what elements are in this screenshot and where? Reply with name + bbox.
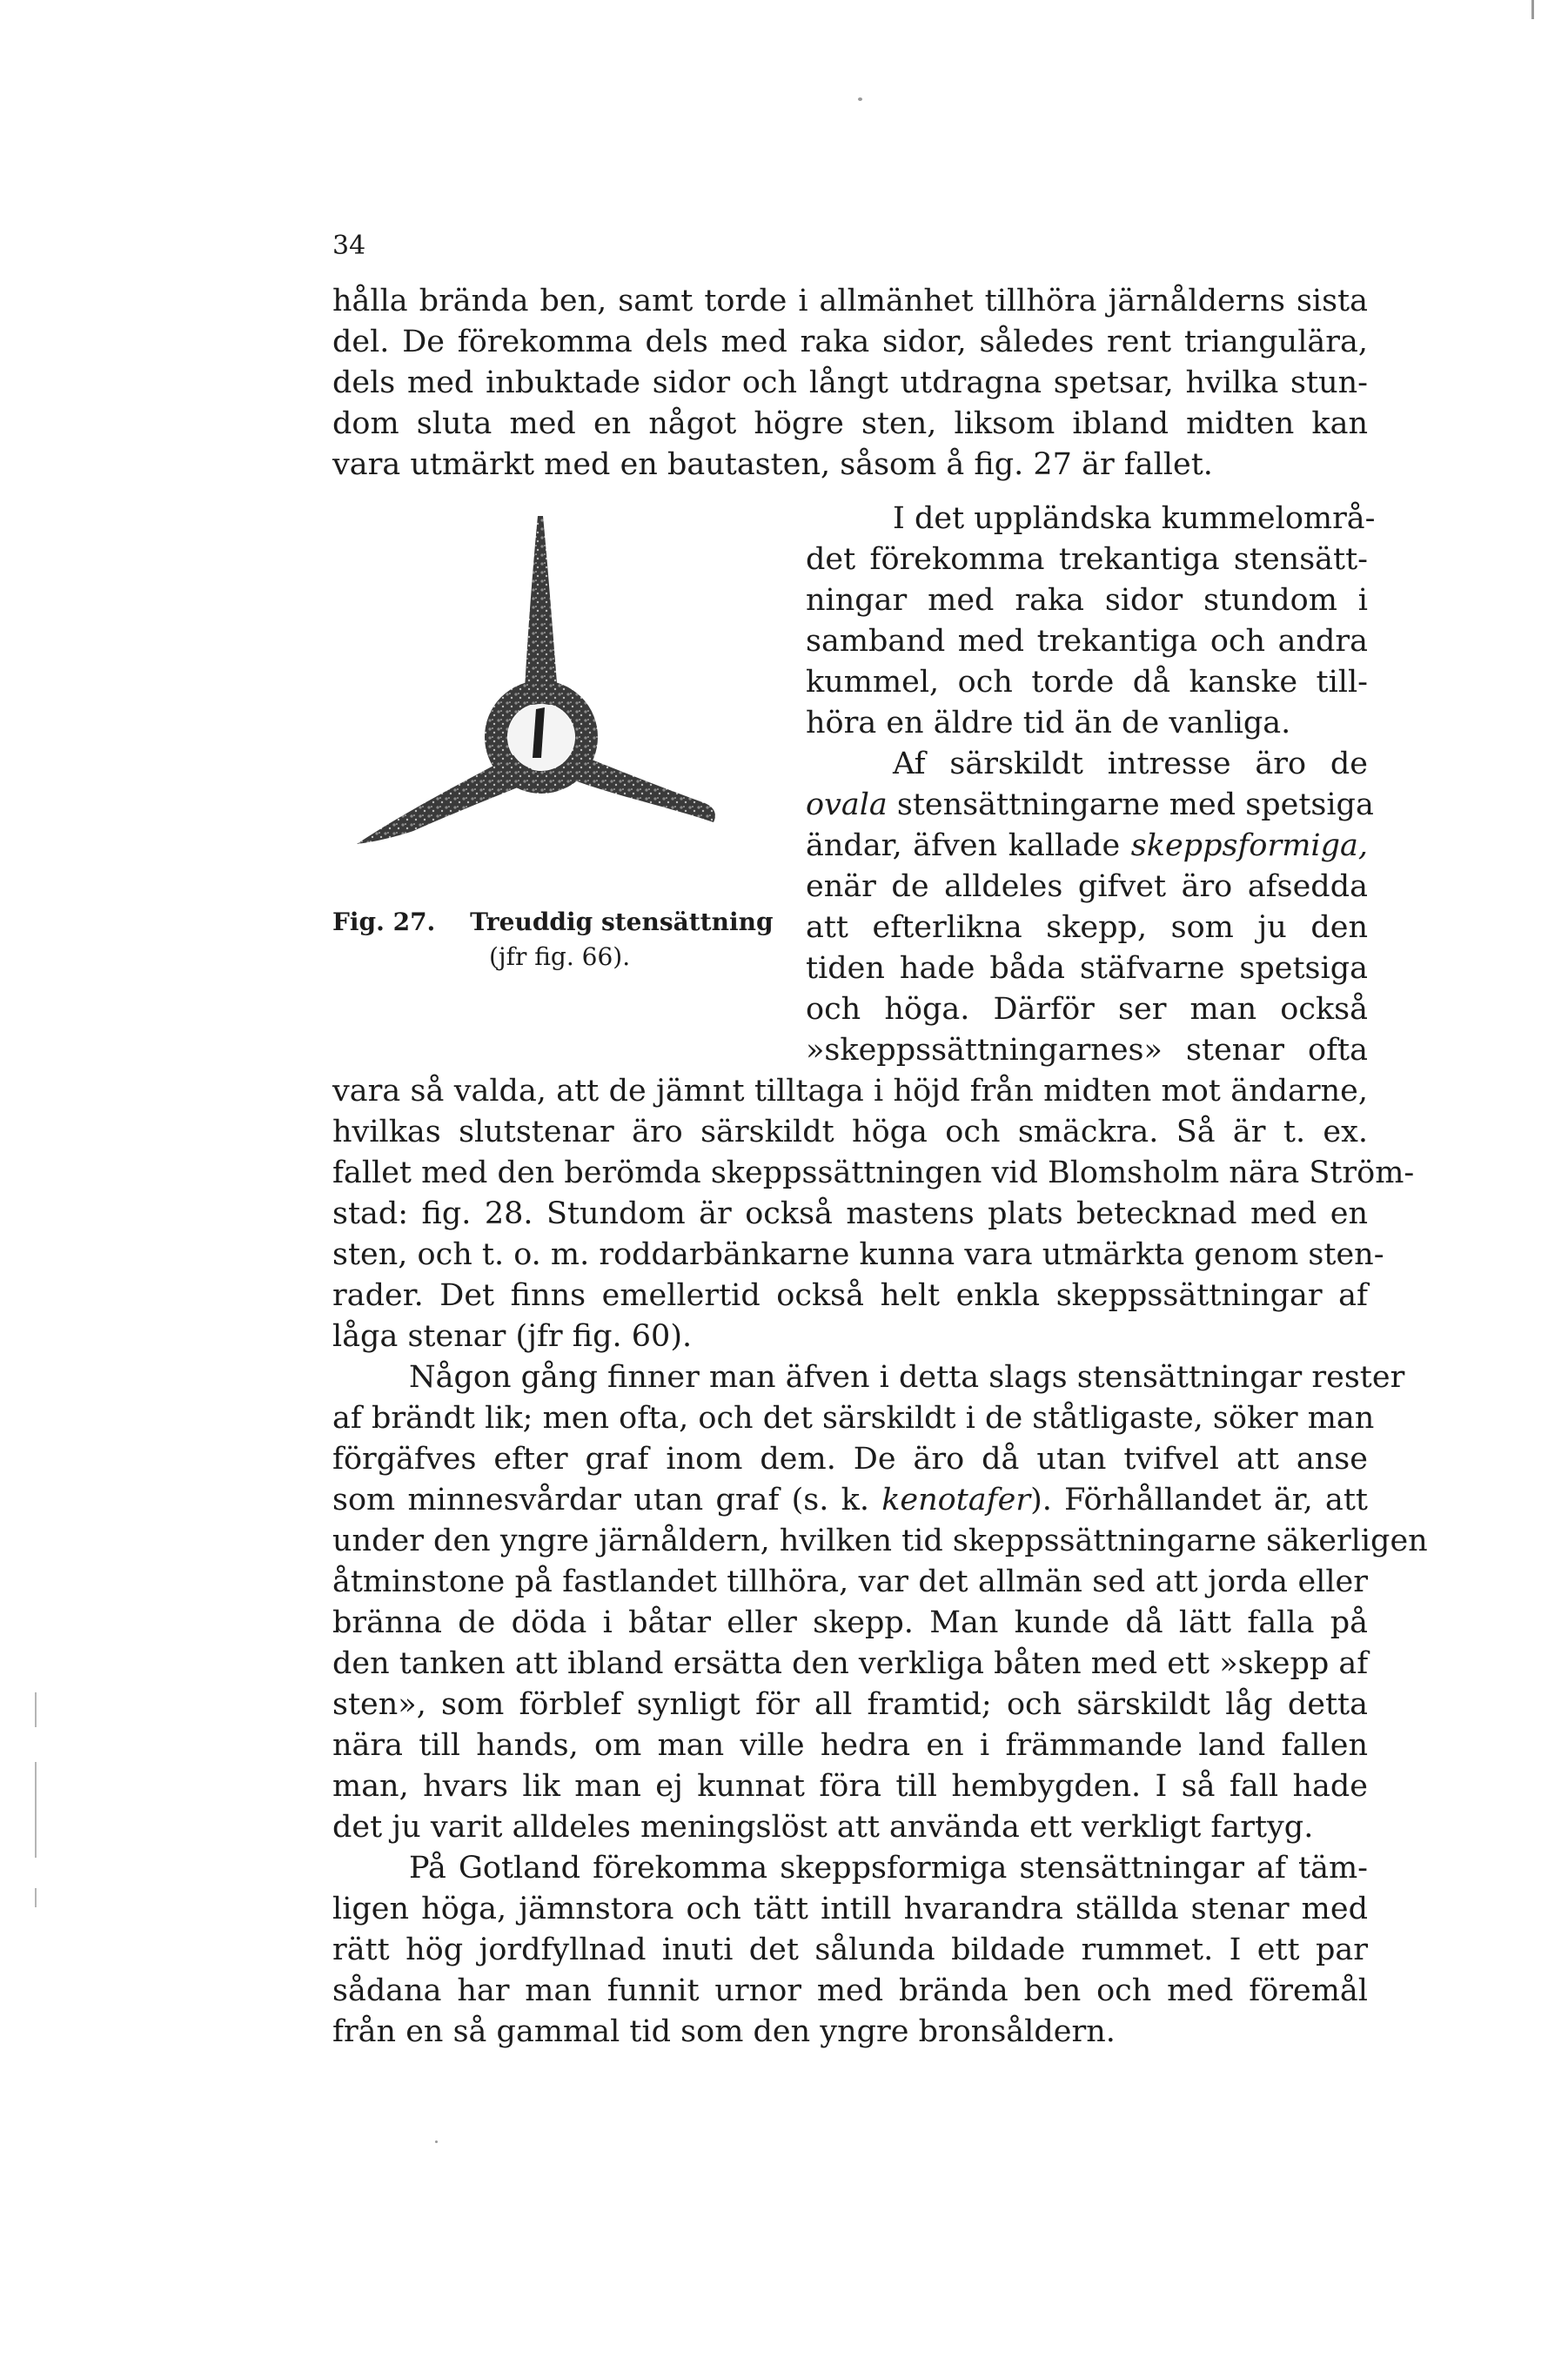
text-line: den tanken att ibland ersätta den verkliga båten med ett »skepp af [332, 1646, 1369, 1681]
text-line: det förekomma trekantiga stensätt- [806, 542, 1368, 577]
text-line: vara utmärkt med en bautasten, såsom å fig. 27 är fallet. [332, 447, 1213, 482]
text-line: det ju varit alldeles meningslöst att använda ett verkligt fartyg. [332, 1810, 1314, 1845]
text-line: från en så gammal tid som den yngre bronsåldern. [332, 2014, 1116, 2049]
scan-mark [35, 1692, 37, 1727]
figure-reference: (jfr fig. 66). [489, 942, 631, 971]
text-line: af brändt lik; men ofta, och det särskildt i de ståtligaste, söker man [332, 1401, 1375, 1436]
text-line: låga stenar (jfr fig. 60). [332, 1319, 693, 1354]
text-line: sten», som förblef synligt för all framtid; och särskildt låg detta [332, 1687, 1368, 1722]
three-pointed-stone-setting-figure [331, 500, 783, 909]
text-line: fallet med den berömda skeppssättningen vid Blomsholm nära Ström- [332, 1156, 1415, 1190]
scan-mark [435, 2140, 438, 2143]
text-line: under den yngre järnåldern, hvilken tid skeppssättningarne säkerligen [332, 1524, 1428, 1558]
text-line: höra en äldre tid än de vanliga. [806, 706, 1291, 740]
text-line: tiden hade båda stäfvarne spetsiga [806, 951, 1368, 986]
text-line: I det uppländska kummelområ- [893, 501, 1376, 536]
text-line: dels med inbuktade sidor och långt utdragna spetsar, hvilka stun- [332, 365, 1368, 400]
text-line: ändar, äfven kallade skeppsformiga, [806, 828, 1368, 863]
scan-mark [1531, 0, 1534, 19]
scan-mark [35, 1888, 37, 1907]
text-line: som minnesvårdar utan graf (s. k. kenotafer). Förhållandet är, att [332, 1483, 1368, 1517]
text-line: stad: fig. 28. Stundom är också mastens plats betecknad med en [332, 1196, 1368, 1231]
stone-arms [357, 516, 715, 844]
text-line: Af särskildt intresse äro de [893, 747, 1368, 781]
text-line: dom sluta med en något högre sten, liksom ibland midten kan [332, 406, 1368, 441]
figure-title: Treuddig stensättning [470, 908, 774, 936]
text-line: åtminstone på fastlandet tillhöra, var det allmän sed att jorda eller [332, 1564, 1368, 1599]
text-line: del. De förekomma dels med raka sidor, således rent triangulära, [332, 325, 1368, 359]
text-line: enär de alldeles gifvet äro afsedda [806, 869, 1368, 904]
text-line: förgäfves efter graf inom dem. De äro då utan tvifvel att anse [332, 1442, 1368, 1477]
text-line: kummel, och torde då kanske till- [806, 665, 1368, 700]
text-line: På Gotland förekomma skeppsformiga stensättningar af täm- [409, 1851, 1368, 1886]
figure-caption [332, 907, 774, 938]
text-line: ovala stensättningarne med spetsiga [806, 787, 1374, 822]
scan-mark [35, 1762, 37, 1858]
text-line: hålla brända ben, samt torde i allmänhet tillhöra järnålderns sista [332, 284, 1368, 318]
text-line: rader. Det finns emellertid också helt enkla skeppssättningar af [332, 1278, 1368, 1313]
text-line: att efterlikna skepp, som ju den [806, 910, 1368, 945]
text-line: och höga. Därför ser man också [806, 992, 1368, 1027]
text-line: nära till hands, om man ville hedra en i främmande land fallen [332, 1728, 1368, 1763]
page-number: 34 [332, 231, 366, 261]
scan-mark [858, 97, 862, 101]
text-line: bränna de döda i båtar eller skepp. Man kunde då lätt falla på [332, 1605, 1368, 1640]
text-line: hvilkas slutstenar äro särskildt höga och smäckra. Så är t. ex. [332, 1115, 1368, 1149]
text-line: man, hvars lik man ej kunnat föra till hembygden. I så fall hade [332, 1769, 1368, 1804]
text-line: samband med trekantiga och andra [806, 624, 1368, 659]
text-line: ligen höga, jämnstora och tätt intill hvarandra ställda stenar med [332, 1892, 1368, 1926]
text-line: ningar med raka sidor stundom i [806, 583, 1368, 618]
text-line: sten, och t. o. m. roddarbänkarne kunna vara utmärkta genom sten- [332, 1237, 1384, 1272]
text-line: »skeppssättningarnes» stenar ofta [806, 1033, 1368, 1068]
text-line: sådana har man funnit urnor med brända ben och med föremål [332, 1973, 1368, 2008]
text-line: rätt hög jordfyllnad inuti det sålunda bildade rummet. I ett par [332, 1933, 1368, 1967]
text-line: vara så valda, att de jämnt tilltaga i höjd från midten mot ändarne, [332, 1074, 1368, 1109]
text-line: Någon gång finner man äfven i detta slags stensättningar rester [409, 1360, 1405, 1395]
figure-label: Fig. 27. [332, 908, 436, 936]
